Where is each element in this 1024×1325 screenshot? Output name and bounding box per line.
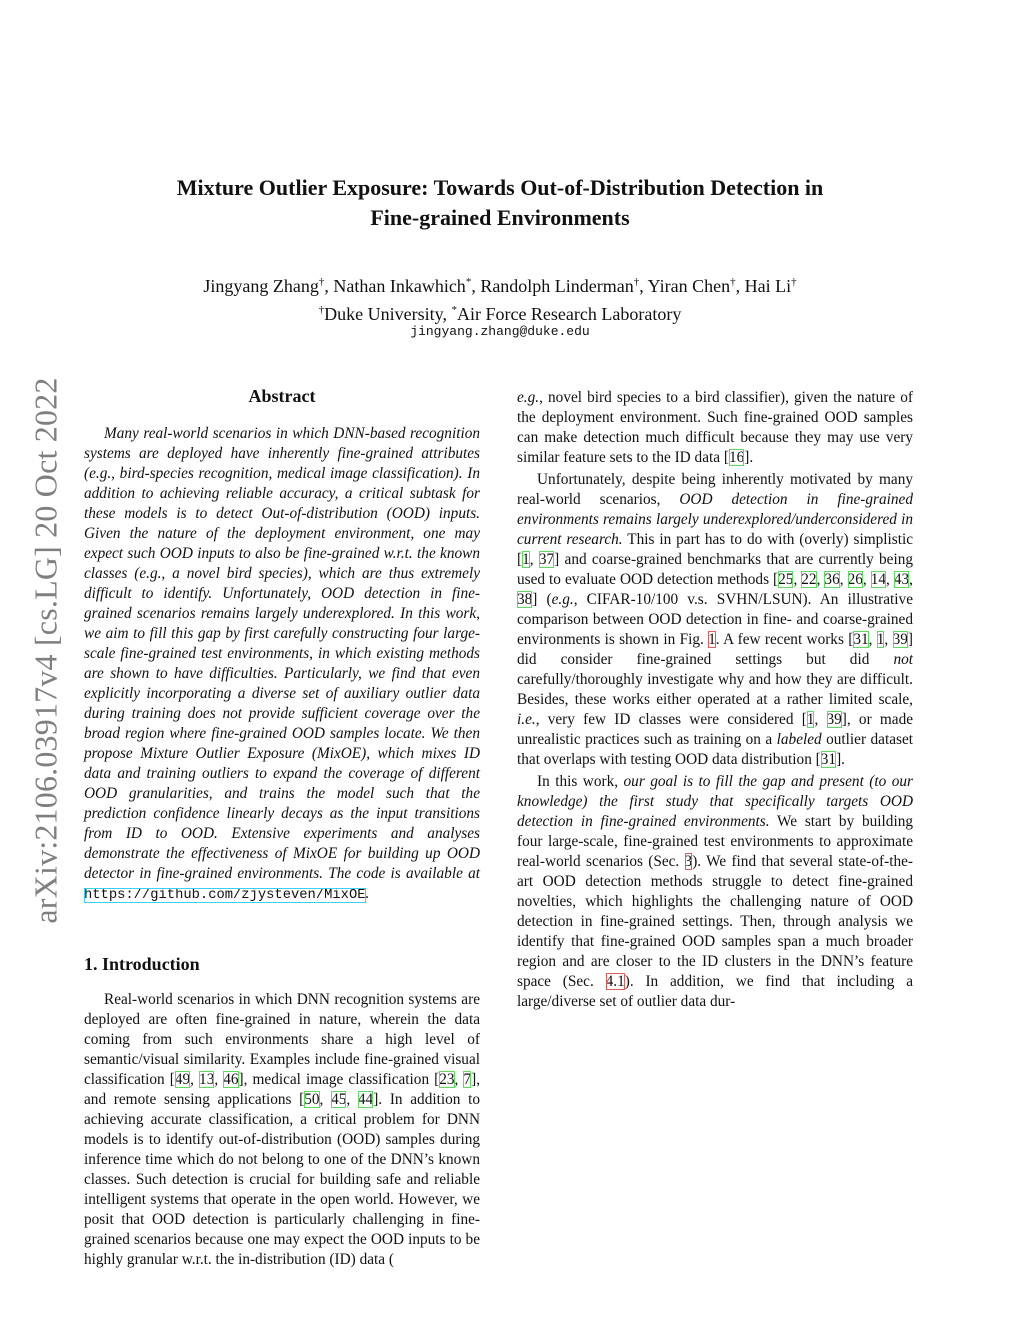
body-text: ], and remote sensing applications [ bbox=[84, 1071, 481, 1108]
body-text: ], or made unrealistic practices such as training on a bbox=[517, 711, 914, 748]
sep: , bbox=[346, 1091, 358, 1108]
body-text: ] and coarse-grained benchmarks that are currently being used to evaluate OOD detection methods [ bbox=[517, 551, 913, 588]
citation-link[interactable]: 22 bbox=[801, 571, 817, 588]
sep: , bbox=[793, 571, 802, 588]
emphasis: OOD detection in fine-grained environments remains largely underexplored/underconsidered in current research. bbox=[517, 491, 913, 548]
body-text: ] ( bbox=[532, 591, 552, 608]
body-text: , very few ID classes were considered [ bbox=[535, 711, 807, 728]
affiliation-mark: † bbox=[318, 304, 325, 316]
intro-paragraph-2 bbox=[517, 470, 913, 770]
left-column bbox=[84, 386, 480, 1270]
affiliation: Duke University, bbox=[324, 304, 452, 324]
body-text: , CIFAR-10/100 v.s. SVHN/LSUN). An illustrative comparison between OOD detection in fine- and coarse-grained environments is shown in Fig. bbox=[517, 591, 913, 648]
intro-paragraph-1 bbox=[84, 990, 480, 1270]
intro-paragraph-1-continued bbox=[517, 388, 913, 468]
sep: , bbox=[868, 631, 877, 648]
author-name: , Yiran Chen bbox=[639, 276, 731, 296]
citation-link[interactable]: 25 bbox=[778, 571, 794, 588]
right-column bbox=[517, 388, 913, 1012]
affiliation-mark: † bbox=[318, 276, 325, 288]
body-text: We start by building four large-scale, fine-grained test environments to approximate real-world scenarios (Sec. bbox=[517, 813, 913, 870]
emphasis: e.g. bbox=[517, 389, 540, 406]
abstract-heading: Abstract bbox=[248, 386, 316, 406]
author-name: , Randolph Linderman bbox=[471, 276, 634, 296]
body-text: This in part has to do with (overly) simplistic [ bbox=[517, 531, 913, 568]
author-block bbox=[100, 270, 900, 326]
affiliations bbox=[100, 298, 900, 326]
body-text: ). We find that several state-of-the-art OOD detection methods struggle to detect fine-grained novelties, which highlights the challenging nature of OOD detection in fine-grained settings. Then, through analysis we identify that fine-grained OOD samples span a much broader region and are closer to the ID clusters in the DNN’s feature space (Sec. bbox=[517, 853, 913, 990]
sep: , bbox=[814, 711, 827, 728]
author-name: , Hai Li bbox=[735, 276, 792, 296]
emphasis: not bbox=[893, 651, 913, 668]
sep: , bbox=[862, 571, 871, 588]
citation-link[interactable]: 39 bbox=[892, 631, 908, 648]
emphasis: i.e. bbox=[517, 711, 536, 728]
citation-link[interactable]: 46 bbox=[223, 1071, 239, 1088]
citation-link[interactable]: 39 bbox=[826, 711, 842, 728]
punct: . bbox=[365, 885, 370, 902]
author-list bbox=[100, 270, 900, 298]
citation-link[interactable]: 45 bbox=[331, 1091, 347, 1108]
citation-link[interactable]: 1 bbox=[806, 711, 815, 728]
code-url-link[interactable]: https://github.com/zjysteven/MixOE bbox=[84, 888, 366, 903]
body-text: ). In addition, we find that including a large/diverse set of outlier data dur- bbox=[517, 973, 914, 1010]
paper-title bbox=[100, 173, 900, 233]
citation-link[interactable]: 31 bbox=[820, 751, 837, 768]
body-text: ]. bbox=[744, 449, 754, 466]
body-text: In this work, bbox=[537, 773, 624, 790]
body-text: Unfortunately, despite being inherently motivated by many real-world scenarios, bbox=[517, 471, 913, 508]
affiliation: Air Force Research Laboratory bbox=[456, 304, 682, 324]
body-text: outlier dataset that overlaps with testing OOD data distribution [ bbox=[517, 731, 913, 768]
section-reference-link[interactable]: 3 bbox=[684, 853, 693, 870]
sep: , bbox=[839, 571, 848, 588]
body-text: ]. bbox=[836, 751, 845, 768]
body-text: carefully/thoroughly investigate why and how they are difficult. Besides, these works either operated at a rather limited scale, bbox=[517, 671, 913, 708]
affiliation-mark: † bbox=[791, 276, 797, 288]
citation-link[interactable]: 43 bbox=[893, 571, 910, 588]
affiliation-mark: † bbox=[730, 276, 736, 288]
affiliation-mark: * bbox=[465, 276, 472, 288]
section-heading: 1. Introduction bbox=[84, 954, 200, 974]
arxiv-stamp bbox=[26, 360, 66, 940]
emphasis: our goal is to fill the gap and present (to our knowledge) the first study that specifically targets OOD detection in fine-grained environments. bbox=[517, 773, 913, 830]
author-name: Jingyang Zhang bbox=[203, 276, 319, 296]
sep: , bbox=[454, 1071, 464, 1088]
citation-link[interactable]: 49 bbox=[174, 1071, 191, 1088]
citation-link[interactable]: 13 bbox=[199, 1071, 215, 1088]
author-name: , Nathan Inkawhich bbox=[324, 276, 466, 296]
citation-link[interactable]: 26 bbox=[847, 571, 863, 588]
body-text: . A few recent works [ bbox=[715, 631, 854, 648]
citation-link[interactable]: 1 bbox=[522, 551, 530, 568]
citation-link[interactable]: 44 bbox=[357, 1091, 374, 1108]
citation-link[interactable]: 23 bbox=[439, 1071, 455, 1088]
body-text: ]. In addition to achieving accurate classification, a critical problem for DNN models is to identify out-of-distribution (OOD) samples during inference time which do not belong to one of the DNN’s known classes. Such detection is crucial for building safe and reliable intelligent systems that operate in the open world. However, we posit that OOD detection is particularly challenging in fine-grained scenarios because one may expect the OOD inputs to be highly granular w.r.t. the in-distribution (ID) data ( bbox=[84, 1091, 480, 1268]
title-line-1: Mixture Outlier Exposure: Towards Out-of-Distribution Detection in bbox=[176, 175, 824, 200]
abstract-text: Many real-world scenarios in which DNN-based recognition systems are deployed have inherently fine-grained attributes (e.g., bird-species recognition, medical image classification). In addition to achieving reliable accuracy, a critical subtask for these models is to detect Out-of-distribution (OOD) inputs. Given the nature of the deployment environment, one may expect such OOD inputs to also be fine-grained w.r.t. the known classes (e.g., a novel bird species), which are thus extremely difficult to identify. Unfortunately, OOD detection in fine-grained scenarios remains largely underexplored. In this work, we aim to fill this gap by first carefully constructing four large-scale fine-grained test environments, in which existing methods are shown to have difficulties. Particularly, we find that even explicitly incorporating a diverse set of auxiliary outlier data during training does not provide sufficient coverage over the broad region where fine-grained OOD samples locate. We then propose Mixture Outlier Exposure (MixOE), which mixes ID data and training outliers to expand the coverage of different OOD granularities, and trains the model such that the prediction confidence linearly decays as the input transitions from ID to OOD. Extensive experiments and analyses demonstrate the effectiveness of MixOE for building up OOD detector in fine-grained environments. The code is available at bbox=[84, 425, 480, 882]
sep: , bbox=[214, 1071, 224, 1088]
body-text: , novel bird species to a bird classifier), given the nature of the deployment environment. Such fine-grained OOD samples can make detection much difficult because they may use very similar feature sets to the ID data [ bbox=[517, 389, 913, 466]
intro-paragraph-3 bbox=[517, 772, 913, 1012]
citation-link[interactable]: 37 bbox=[538, 551, 555, 568]
citation-link[interactable]: 16 bbox=[728, 449, 745, 466]
arxiv-stamp-text: arXiv:2106.03917v4 [cs.LG] 20 Oct 2022 bbox=[27, 376, 64, 924]
sep: , bbox=[909, 571, 913, 588]
citation-link[interactable]: 31 bbox=[853, 631, 869, 648]
emphasis: labeled bbox=[776, 731, 822, 748]
body-text: Real-world scenarios in which DNN recognition systems are deployed are often fine-grained in nature, wherein the data coming from such environments share a high level of semantic/visual similarity. Examples include fine-grained visual classification [ bbox=[84, 991, 480, 1088]
figure-reference-link[interactable]: 1 bbox=[708, 631, 716, 648]
citation-link[interactable]: 38 bbox=[517, 591, 533, 608]
title-line-2: Fine-grained Environments bbox=[370, 205, 630, 230]
affiliation-mark: * bbox=[451, 304, 457, 316]
section-reference-link[interactable]: 4.1 bbox=[605, 973, 625, 990]
sep: , bbox=[816, 571, 825, 588]
sep: , bbox=[529, 551, 539, 568]
emphasis: e.g. bbox=[551, 591, 574, 608]
sep: , bbox=[884, 631, 893, 648]
affiliation-mark: † bbox=[633, 276, 640, 288]
sep: , bbox=[190, 1071, 200, 1088]
author-email: jingyang.zhang@duke.edu bbox=[410, 324, 590, 339]
citation-link[interactable]: 36 bbox=[824, 571, 840, 588]
citation-link[interactable]: 14 bbox=[870, 571, 886, 588]
sep: , bbox=[319, 1091, 332, 1108]
citation-link[interactable]: 1 bbox=[876, 631, 885, 648]
sep: , bbox=[886, 571, 894, 588]
body-text: ] did consider fine-grained settings but did bbox=[517, 631, 913, 668]
citation-link[interactable]: 50 bbox=[304, 1091, 320, 1108]
body-text: ], medical image classification [ bbox=[238, 1071, 440, 1088]
abstract-paragraph bbox=[84, 424, 480, 906]
citation-link[interactable]: 7 bbox=[463, 1071, 472, 1088]
